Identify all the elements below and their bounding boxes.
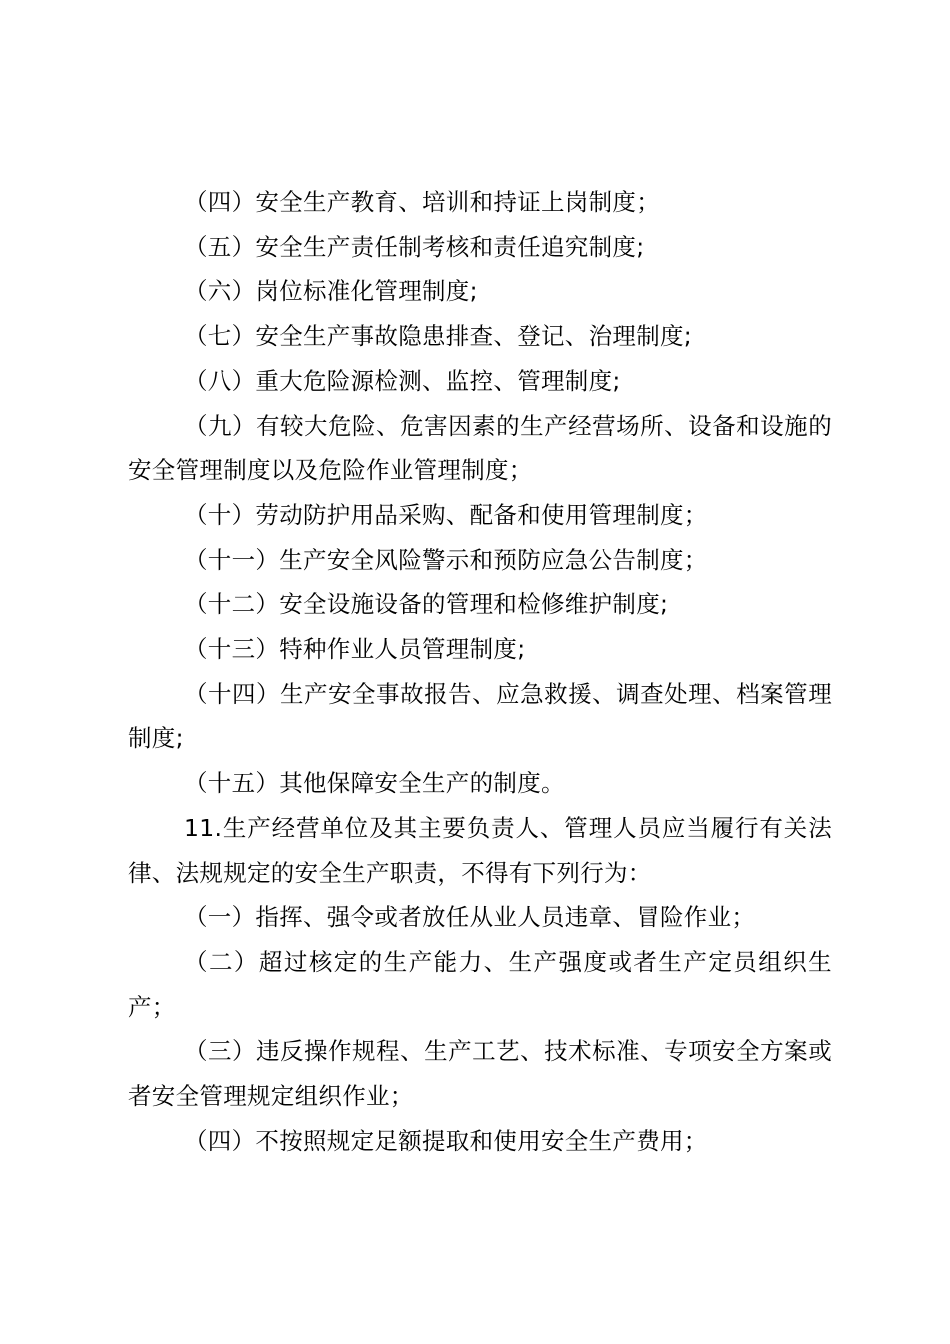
paragraph-10-protective-gear: （十）劳动防护用品采购、配备和使用管理制度； xyxy=(184,500,708,529)
paragraph-item-2-capacity: （二）超过核定的生产能力、生产强度或者生产定员组织生产； xyxy=(128,947,832,1021)
paragraph-11-risk-warning: （十一）生产安全风险警示和预防应急公告制度； xyxy=(184,545,708,574)
paragraph-15-other-systems: （十五）其他保障安全生产的制度。 xyxy=(184,769,565,798)
paragraph-item-3-procedures: （三）违反操作规程、生产工艺、技术标准、专项安全方案或者安全管理规定组织作业； xyxy=(128,1037,832,1111)
paragraph-13-special-operators: （十三）特种作业人员管理制度; xyxy=(184,635,526,664)
paragraph-8-major-hazard: （八）重大危险源检测、监控、管理制度; xyxy=(184,366,621,395)
paragraph-14-accident-report: （十四）生产安全事故报告、应急救援、调查处理、档案管理制度; xyxy=(128,679,832,753)
paragraph-12-facility-maintenance: （十二）安全设施设备的管理和检修维护制度; xyxy=(184,590,669,619)
paragraph-article-11: 11.生产经营单位及其主要负责人、管理人员应当履行有关法律、法规规定的安全生产职责，不得有下列行为： xyxy=(128,813,832,887)
document-page xyxy=(128,180,832,1163)
paragraph-4-training: （四）安全生产教育、培训和持证上岗制度； xyxy=(184,188,660,216)
paragraph-item-1-command: （一）指挥、强令或者放任从业人员违章、冒险作业； xyxy=(184,903,756,932)
paragraph-7-hazard-check: （七）安全生产事故隐患排查、登记、治理制度; xyxy=(184,322,693,351)
paragraph-6-post-standard: （六）岗位标准化管理制度; xyxy=(184,277,478,306)
paragraph-9-dangerous-sites: （九）有较大危险、危害因素的生产经营场所、设备和设施的安全管理制度以及危险作业管理制度； xyxy=(128,411,832,485)
paragraph-item-4-funding: （四）不按照规定足额提取和使用安全生产费用； xyxy=(184,1126,708,1155)
paragraph-5-responsibility: （五）安全生产责任制考核和责任追究制度; xyxy=(184,232,645,261)
